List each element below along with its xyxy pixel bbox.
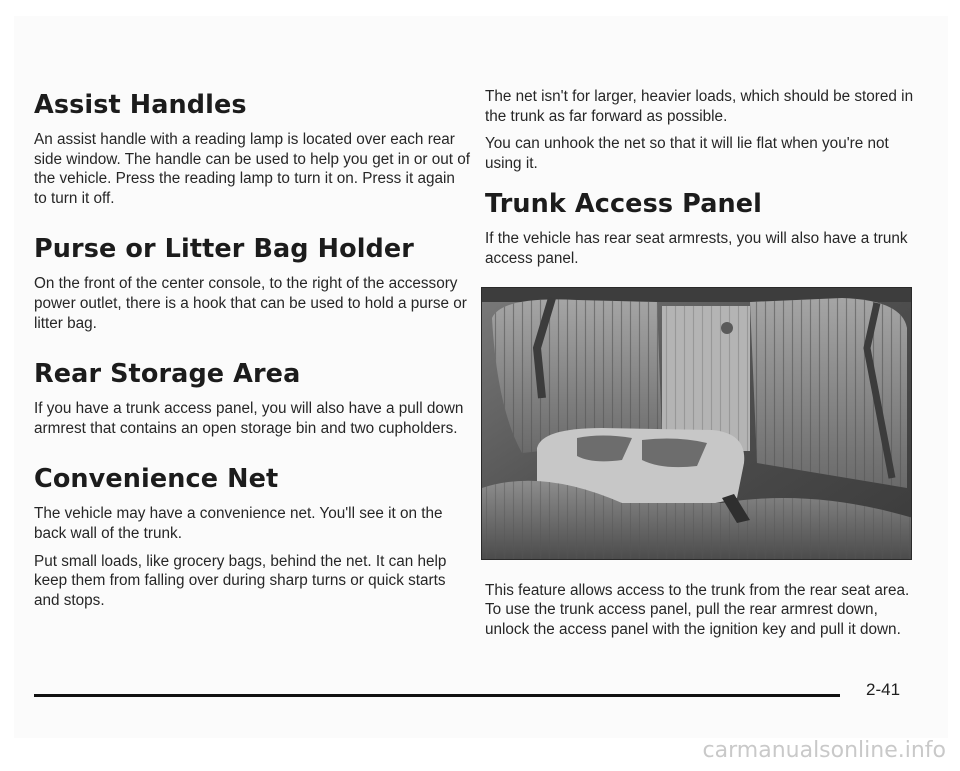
net-continued-text-2: You can unhook the net so that it will lie flat when you're not using it. — [485, 135, 889, 172]
purse-holder-heading: Purse or Litter Bag Holder — [34, 234, 414, 265]
rear-seat-armrest-photo — [481, 287, 912, 560]
assist-handles-text: An assist handle with a reading lamp is located over each rear side window. The handle can be used to help you get in or out of the vehicle. Press the reading lamp to turn it on. Press it again to turn it off. — [34, 131, 470, 207]
left-column — [34, 90, 470, 610]
trunk-access-caption: This feature allows access to the trunk from the rear seat area. To use the trunk access panel, pull the rear armrest down, unlock the access panel with the ignition key and pull it down. — [485, 581, 910, 638]
convenience-net-text-1: The vehicle may have a convenience net. You'll see it on the back wall of the trunk. — [34, 505, 443, 542]
net-continued-text-1: The net isn't for larger, heavier loads, which should be stored in the trunk as far forward as possible. — [485, 88, 914, 125]
trunk-access-intro: If the vehicle has rear seat armrests, you will also have a trunk access panel. — [485, 230, 908, 267]
purse-holder-text: On the front of the center console, to the right of the accessory power outlet, there is a hook that can be used to hold a purse or litter bag. — [34, 275, 467, 332]
convenience-net-heading: Convenience Net — [34, 464, 279, 495]
watermark: carmanualsonline.info — [702, 738, 946, 763]
rear-storage-text: If you have a trunk access panel, you will also have a pull down armrest that contains an open storage bin and two cupholders. — [34, 400, 464, 437]
convenience-net-text-2: Put small loads, like grocery bags, behind the net. It can help keep them from falling over during sharp turns or quick starts and stops. — [34, 552, 447, 609]
footer-rule — [34, 694, 840, 697]
assist-handles-heading: Assist Handles — [34, 90, 247, 120]
trunk-access-heading: Trunk Access Panel — [485, 189, 763, 220]
page-number: 2-41 — [866, 680, 901, 699]
rear-storage-heading: Rear Storage Area — [34, 359, 301, 390]
